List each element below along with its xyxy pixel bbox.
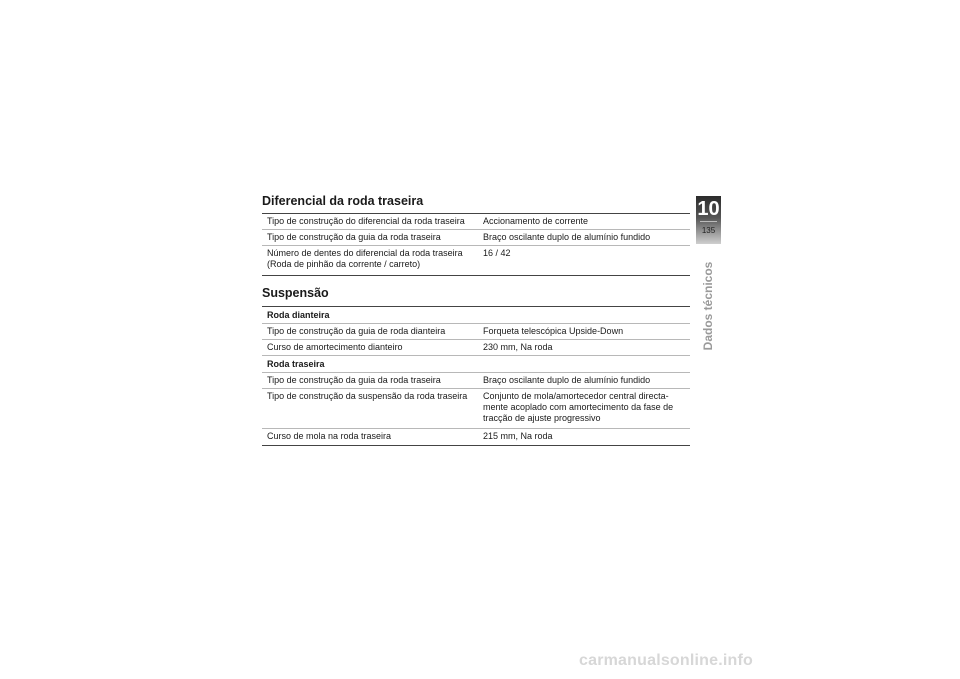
table-row <box>262 429 690 445</box>
row-label: Número de dentes do diferencial da roda traseira (Roda de pinhão da corrente / carreto) <box>267 248 463 269</box>
rear-differential-table <box>262 213 690 276</box>
section-title-rear-differential: Diferencial da roda traseira <box>262 194 424 208</box>
row-value: 230 mm, Na roda <box>483 342 553 352</box>
section-title-suspension: Suspensão <box>262 286 329 300</box>
subheading-front-wheel: Roda dianteira <box>262 307 690 324</box>
table-row <box>262 373 690 389</box>
row-label: Curso de amortecimento dianteiro <box>267 342 403 352</box>
row-label: Curso de mola na roda traseira <box>267 431 392 441</box>
row-value: 16 / 42 <box>483 248 511 258</box>
table-row <box>262 230 690 246</box>
page-content <box>262 193 690 446</box>
chapter-title-vertical: Dados técnicos <box>701 261 715 351</box>
row-label: Tipo de construção da guia da roda traseira <box>267 375 441 385</box>
chapter-number: 10 <box>697 198 720 220</box>
row-value: Braço oscilante duplo de alumínio fundido <box>483 375 651 385</box>
row-value: Forqueta telescópica Upside-Down <box>483 326 624 336</box>
watermark: carmanualsonline.info <box>579 652 754 669</box>
row-value: 215 mm, Na roda <box>483 431 553 441</box>
row-label: Tipo de construção da guia da roda traseira <box>267 232 441 242</box>
suspension-table <box>262 306 690 446</box>
table-row <box>262 324 690 340</box>
row-value: Braço oscilante duplo de alumínio fundido <box>483 232 651 242</box>
row-value: Conjunto de mola/amortecedor central directa- mente acoplado com amortecimento da fase de tracção de ajuste progressivo <box>483 391 674 423</box>
row-label: Tipo de construção da guia de roda dianteira <box>267 326 446 336</box>
subheading-rear-wheel: Roda traseira <box>262 356 690 373</box>
tab-divider <box>700 221 717 222</box>
row-label: Tipo de construção do diferencial da roda traseira <box>267 216 465 226</box>
table-row <box>262 214 690 230</box>
chapter-tab <box>696 196 721 244</box>
row-label: Tipo de construção da suspensão da roda traseira <box>267 391 468 401</box>
row-value: Accionamento de corrente <box>483 216 589 226</box>
table-row <box>262 389 690 429</box>
page-number: 135 <box>701 226 716 235</box>
table-row <box>262 340 690 356</box>
table-row <box>262 246 690 275</box>
